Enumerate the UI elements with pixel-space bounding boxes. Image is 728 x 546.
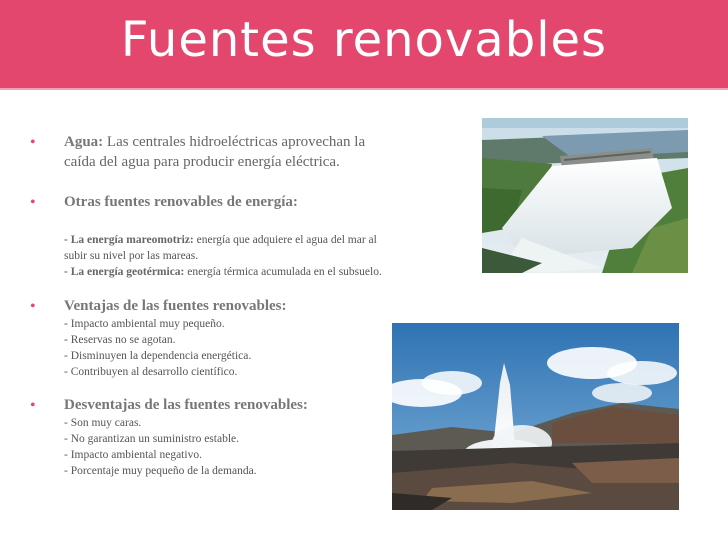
mareo-text-1: energía que adquiere el agua del mar al [196,234,377,246]
geo-text: energía térmica acumulada en el subsuelo. [187,266,382,278]
ventajas-item: - Disminuyen la dependencia energética. [64,350,252,362]
title-bar [0,0,728,90]
slide-title: Fuentes renovables [120,12,608,68]
desventajas-item: - Porcentaje muy pequeño de la demanda. [64,465,257,477]
desventajas-heading: Desventajas de las fuentes renovables: [64,397,308,413]
otras-heading: Otras fuentes renovables de energía: [64,194,298,210]
dam-photo [482,118,688,273]
geyser-photo [392,323,679,510]
ventajas-item: - Reservas no se agotan. [64,334,176,346]
bullet-dot-icon: • [30,298,36,315]
desventajas-item: - Impacto ambiental negativo. [64,449,202,461]
agua-text-1: Las centrales hidroeléctricas aprovechan la [106,134,366,150]
bullet-dot-icon: • [30,134,36,151]
ventajas-item: - Impacto ambiental muy pequeño. [64,318,225,330]
desventajas-item: - No garantizan un suministro estable. [64,433,240,445]
bullet-dot-icon: • [30,194,36,211]
mareo-text-2: subir su nivel por las mareas. [64,250,199,262]
mareo-label: - La energía mareomotriz: [64,234,194,246]
desventajas-item: - Son muy caras. [64,417,142,429]
ventajas-item: - Contribuyen al desarrollo científico. [64,366,238,378]
geo-label: - La energía geotérmica: [64,266,185,278]
agua-label: Agua: [64,134,104,150]
bullet-dot-icon: • [30,397,36,414]
ventajas-heading: Ventajas de las fuentes renovables: [64,298,287,314]
agua-text-2: caída del agua para producir energía eléctrica. [64,154,340,170]
